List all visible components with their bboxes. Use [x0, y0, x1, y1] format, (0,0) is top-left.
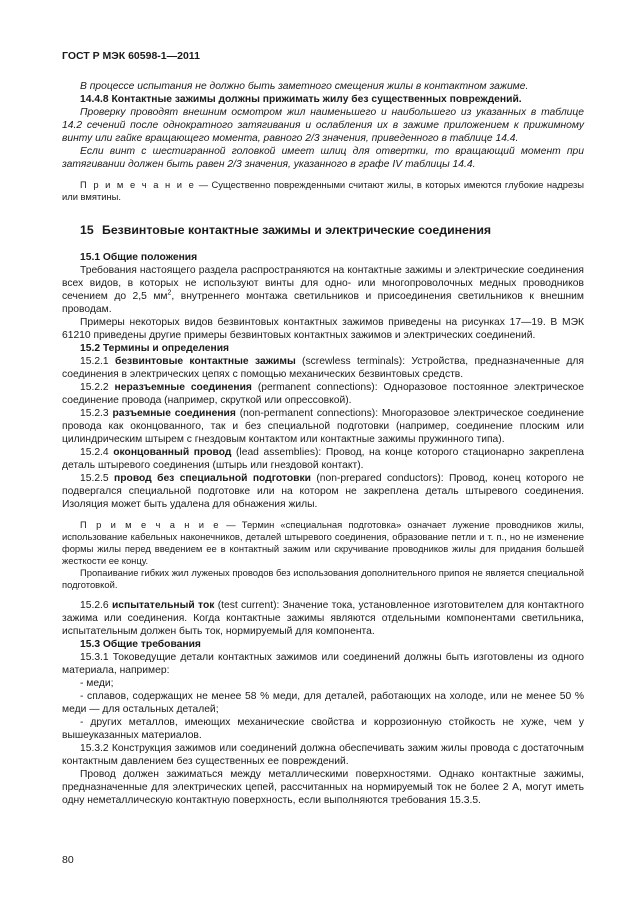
paragraph: Провод должен зажиматься между металлическими поверхностями. Однако контактные зажимы, предназначенные для электрических цепей, рассчитанных на нормируемый ток не более 2 А, могут иметь одну неметаллическую контактную поверхность, если выполняются требования 15.3.5.	[62, 769, 584, 806]
paragraph: В процессе испытания не должно быть заметного смещения жилы в контактном зажиме.	[80, 81, 529, 92]
document-body	[62, 80, 584, 807]
paragraph: Если винт с шестигранной головкой имеет шлиц для отвертки, то вращающий момент при затягивании должен быть равен 2/3 значения, указанного в графе IV таблицы 14.4.	[62, 146, 584, 170]
note: П р и м е ч а н и е — Термин «специальная подготовка» означает лужение проводников жилы, использование кабельных наконечников, деталей штыревого соединения, образование петли и т. п., но не изменение формы жилы перед введением ее в контактный зажим или скручивание проводников жилы для придания большей жесткости ее концу.	[62, 519, 584, 566]
list-item: - сплавов, содержащих не менее 58 % меди, для деталей, работающих на холоде, или не менее 50 % меди — для остальных деталей;	[62, 691, 584, 715]
definition: 15.2.4 оконцованный провод (lead assemblies): Провод, на конце которого стационарно закреплена деталь штыревого соединения (штырь или гнездовой контакт).	[62, 447, 584, 471]
definition: 15.2.5 провод без специальной подготовки (non-prepared conductors): Провод, конец которого не подвергался специальной подготовке или на котором не закреплена деталь штыревого соединения. Изоляция может быть удалена для обнажения жилы.	[62, 473, 584, 510]
definition: 15.2.1 безвинтовые контактные зажимы (screwless terminals): Устройства, предназначенные для соединения в электрических цепях с помощью механических безвинтовых средств.	[62, 356, 584, 380]
subsection-title: 15.3 Общие требования	[80, 639, 201, 650]
list-item: - других металлов, имеющих механические свойства и коррозионную стойкость не хуже, чем у вышеуказанных материалов.	[62, 717, 584, 741]
subsection-title: 15.1 Общие положения	[80, 252, 198, 263]
note-paragraph: Пропаивание гибких жил луженых проводов без использования дополнительного припоя не является специальной подготовкой.	[62, 567, 584, 590]
note: П р и м е ч а н и е — Существенно поврежденными считают жилы, в которых имеются глубокие надрезы или вмятины.	[62, 179, 584, 202]
section-heading: 15 Безвинтовые контактные зажимы и электрические соединения	[80, 223, 492, 237]
paragraph: 15.3.1 Токоведущие детали контактных зажимов или соединений должны быть изготовлены из одного материала, например:	[62, 652, 584, 676]
definition: 15.2.3 разъемные соединения (non-permanent connections): Многоразовое электрическое соединение провода как оконцованного, так и без специальной подготовки (например, соединение плоским или цилиндрическим штырем с гнездовым контактом или контактные зажимы пружинного типа).	[62, 408, 584, 445]
clause-14-4-8: 14.4.8 Контактные зажимы должны прижимать жилу без существенных повреждений.	[80, 94, 522, 105]
definition: 15.2.2 неразъемные соединения (permanent connections): Одноразовое постоянное электрическое соединение провода (например, скруткой или опрессовкой).	[62, 382, 584, 406]
paragraph: Примеры некоторых видов безвинтовых контактных зажимов приведены на рисунках 17—19. В МЭК 61210 приведены другие примеры безвинтовых контактных зажимов и электрических соединений.	[62, 317, 584, 341]
paragraph: 15.3.2 Конструкция зажимов или соединений должна обеспечивать зажим жилы провода с достаточным контактным давлением без существенных ее повреждений.	[62, 743, 584, 767]
subsection-title: 15.2 Термины и определения	[80, 343, 230, 354]
definition: 15.2.6 испытательный ток (test current): Значение тока, установленное изготовителем для контактного зажима или соединения. Когда контактные зажимы являются отдельными компонентами светильника, испытательным должен быть ток, нормируемый для компонента.	[62, 600, 584, 637]
document-header: ГОСТ Р МЭК 60598-1—2011	[62, 50, 200, 62]
paragraph: Требования настоящего раздела распространяются на контактные зажимы и электрические соединения всех видов, в которых не используют винты для одно- или многопроволочных медных проводников сечением до 2,5 $мм^2$, внутреннего монтажа светильников и присоединения светильников к внешним проводам.	[62, 265, 584, 315]
paragraph: Проверку проводят внешним осмотром жил наименьшего и наибольшего из указанных в таблице 14.2 сечений после однократного затягивания и ослабления их в зажиме приложением к прижимному винту или гайке вращающего момента, равного 2/3 значения, приведенного в таблице 14.4.	[62, 107, 584, 144]
list-item: - меди;	[80, 678, 114, 689]
page-number: 80	[62, 854, 74, 866]
